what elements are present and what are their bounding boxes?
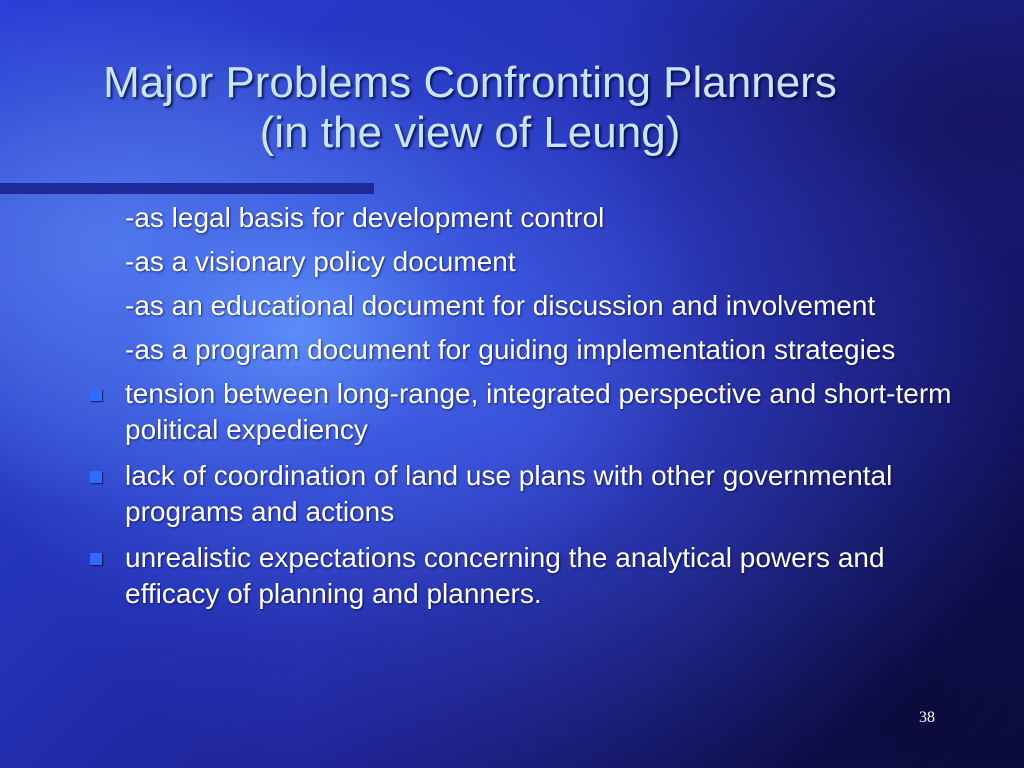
list-item-text: -as legal basis for development control	[125, 202, 605, 233]
list-item	[84, 458, 984, 530]
list-item-text: -as an educational document for discussion and involvement	[125, 290, 876, 321]
square-bullet-icon	[90, 471, 102, 483]
list-item	[84, 332, 984, 368]
list-item-text: -as a visionary policy document	[125, 246, 516, 277]
list-item-text: tension between long-range, integrated perspective and short-term political expediency	[125, 378, 952, 445]
slide-title: Major Problems Confronting Planners (in the view of Leung)	[103, 58, 837, 157]
list-item	[84, 200, 984, 236]
list-item-text: -as a program document for guiding implementation strategies	[125, 334, 896, 365]
square-bullet-icon	[90, 389, 102, 401]
list-item-text: unrealistic expectations concerning the analytical powers and efficacy of planning and planners.	[125, 542, 885, 609]
list-item-text: lack of coordination of land use plans with other governmental programs and actions	[125, 460, 893, 527]
page-number: 38	[919, 709, 935, 726]
list-item	[84, 288, 984, 324]
title-divider	[0, 183, 374, 194]
list-item	[84, 540, 984, 612]
list-item	[84, 376, 984, 448]
list-item	[84, 244, 984, 280]
square-bullet-icon	[90, 553, 102, 565]
content-list	[84, 200, 984, 622]
